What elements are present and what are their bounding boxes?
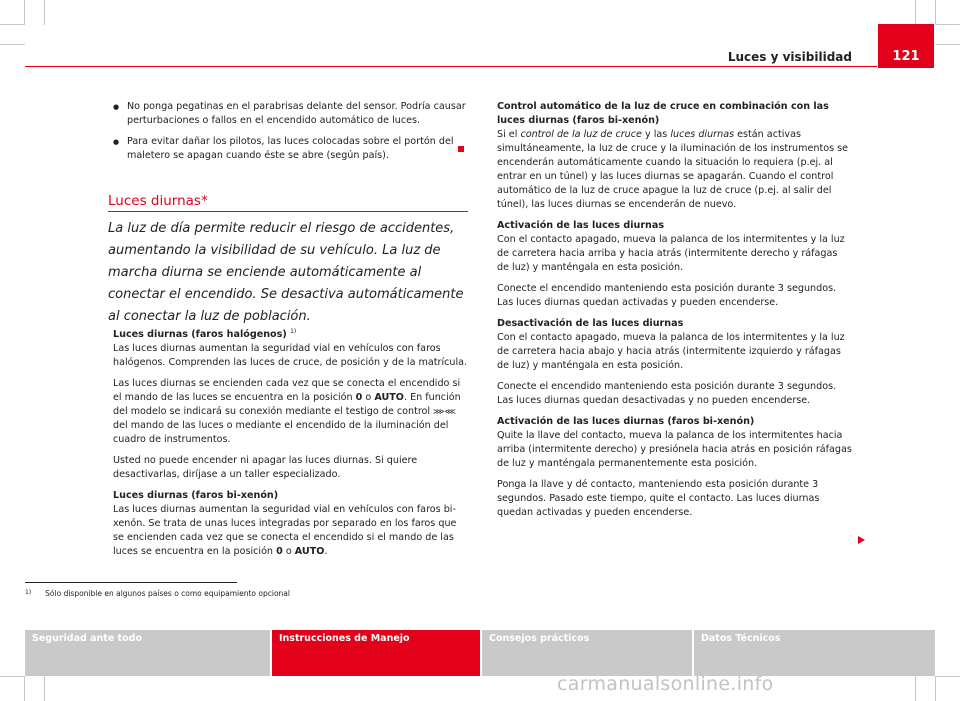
watermark: carmanualsonline.info: [557, 673, 774, 695]
page-number: 121: [878, 24, 934, 68]
subheading: Luces diurnas (faros bi-xenón): [113, 490, 279, 502]
crop-mark: [44, 0, 45, 25]
crop-mark: [915, 0, 916, 25]
paragraph: Con el contacto apagado, mueva la palanca de los intermitentes y la luz de carretera hacia arriba y hacia atrás (intermitente derecho y ráfagas de luz) y manténgala en esta posición.: [497, 234, 845, 273]
left-column-top: [113, 100, 471, 163]
paragraph: Las luces diurnas se encienden cada vez que se conecta el encendido si el mando de las luces se encuentra en la posición 0 o AUTO. En función del modelo se indicará su conexión mediante el testigo de control ⋙⋘ del mando de las luces o mediante el encendido de la iluminación del cuadro de instrumentos.: [113, 378, 461, 446]
light-switch-pos-auto: AUTO: [374, 392, 404, 404]
footnote-rule: [25, 582, 237, 583]
right-column: [497, 100, 852, 527]
subheading: Activación de las luces diurnas: [497, 220, 665, 231]
crop-mark: [0, 44, 25, 45]
light-switch-pos-0: 0: [355, 392, 363, 404]
crop-mark: [24, 676, 25, 701]
paragraph: Quite la llave del contacto, mueva la palanca de los intermitentes hacia arriba (intermitente derecho) y presiónela hacia atrás en posición ráfagas de luz y manténgala permanentemente esta posición.: [497, 430, 852, 469]
header-rule: [25, 66, 877, 67]
crop-mark: [935, 0, 936, 25]
paragraph: Las luces diurnas aumentan la seguridad vial en vehículos con faros halógenos. Comprenden las luces de cruce, de posición y de la matrícula.: [113, 343, 468, 369]
crop-mark: [935, 44, 960, 45]
tab-instrucciones[interactable]: Instrucciones de Manejo: [272, 630, 480, 676]
subheading: Control automático de la luz de cruce en combinación con las luces diurnas (faros bi-xenón): [497, 101, 829, 126]
bullet-item: ● Para evitar dañar los pilotos, las luces colocadas sobre el portón del maletero se apagan cuando éste se abre (según país).: [113, 135, 471, 163]
paragraph: Con el contacto apagado, mueva la palanca de los intermitentes y la luz de carretera hacia abajo y hacia atrás (intermitente izquierdo y ráfagas de luz) y manténgala en esta posición.: [497, 332, 845, 371]
paragraph: Conecte el encendido manteniendo esta posición durante 3 segundos. Las luces diurnas quedan activadas y pueden encenderse.: [497, 283, 837, 308]
running-head: Luces y visibilidad: [727, 50, 852, 64]
section-heading: Luces diurnas*: [108, 193, 208, 209]
tab-consejos[interactable]: Consejos prácticos: [482, 630, 692, 676]
left-column-body: [113, 325, 469, 566]
crop-mark: [44, 676, 45, 701]
footnote-ref: 1): [290, 328, 297, 335]
footnote-marker: 1): [25, 589, 32, 596]
bullet-item: ● No ponga pegatinas en el parabrisas delante del sensor. Podría causar perturbaciones o fallos en el encendido automático de luces.: [113, 100, 471, 128]
section-rule: [108, 211, 468, 212]
section-end-marker: [458, 146, 464, 152]
daytime-light-indicator-icon: ⋙⋘: [433, 407, 456, 417]
paragraph: Conecte el encendido manteniendo esta posición durante 3 segundos. Las luces diurnas quedan desactivadas y no pueden encenderse.: [497, 381, 837, 406]
paragraph: Si el control de la luz de cruce y las luces diurnas están activas simultáneamente, la luz de cruce y la iluminación de los instrumentos se encenderán automáticamente cuando la situación lo requiera (p.ej. al entrar en un túnel) y las luces diurnas se apagarán. Cuando el control automático de la luz de cruce apague la luz de cruce (p.ej. al salir del túnel), las luces diurnas se encenderán de nuevo.: [497, 129, 849, 210]
crop-mark: [24, 0, 25, 25]
subheading: Luces diurnas (faros halógenos) $^{1)}$: [113, 328, 297, 341]
tab-datos[interactable]: Datos Técnicos: [694, 630, 935, 676]
light-switch-pos-0: 0: [276, 546, 283, 558]
paragraph: Las luces diurnas aumentan la seguridad vial en vehículos con faros bi-xenón. Se trata de unas luces integradas por separado en los faros que se encienden cada vez que se conecta el encendido si el mando de las luces se encuentra en la posición 0 o AUTO.: [113, 504, 457, 558]
intro-paragraph: La luz de día permite reducir el riesgo de accidentes, aumentando la visibilidad de su vehículo. La luz de marcha diurna se enciende automáticamente al conectar el encendido. Se desactiva automáticamente al conectar la luz de población.: [108, 221, 464, 324]
subheading: Desactivación de las luces diurnas: [497, 318, 684, 329]
crop-mark: [915, 676, 916, 701]
footnote: $^{1)}$ Sólo disponible en algunos países o como equipamiento opcional: [25, 589, 290, 598]
crop-mark: [935, 676, 960, 677]
crop-mark: [0, 24, 25, 25]
crop-mark: [935, 24, 960, 25]
paragraph: Usted no puede encender ni apagar las luces diurnas. Si quiere desactivarlas, diríjase a un taller especializado.: [113, 455, 418, 481]
light-switch-pos-auto: AUTO: [294, 546, 325, 558]
crop-mark: [0, 676, 25, 677]
tab-seguridad[interactable]: Seguridad ante todo: [25, 630, 270, 676]
paragraph: Ponga la llave y dé contacto, manteniendo esta posición durante 3 segundos. Pasado este tiempo, quite el contacto. Las luces diurnas quedan activadas y pueden encenderse.: [497, 479, 820, 518]
crop-mark: [935, 676, 936, 701]
continue-arrow-icon: [858, 536, 865, 544]
subheading: Activación de las luces diurnas (faros bi-xenón): [497, 416, 755, 427]
